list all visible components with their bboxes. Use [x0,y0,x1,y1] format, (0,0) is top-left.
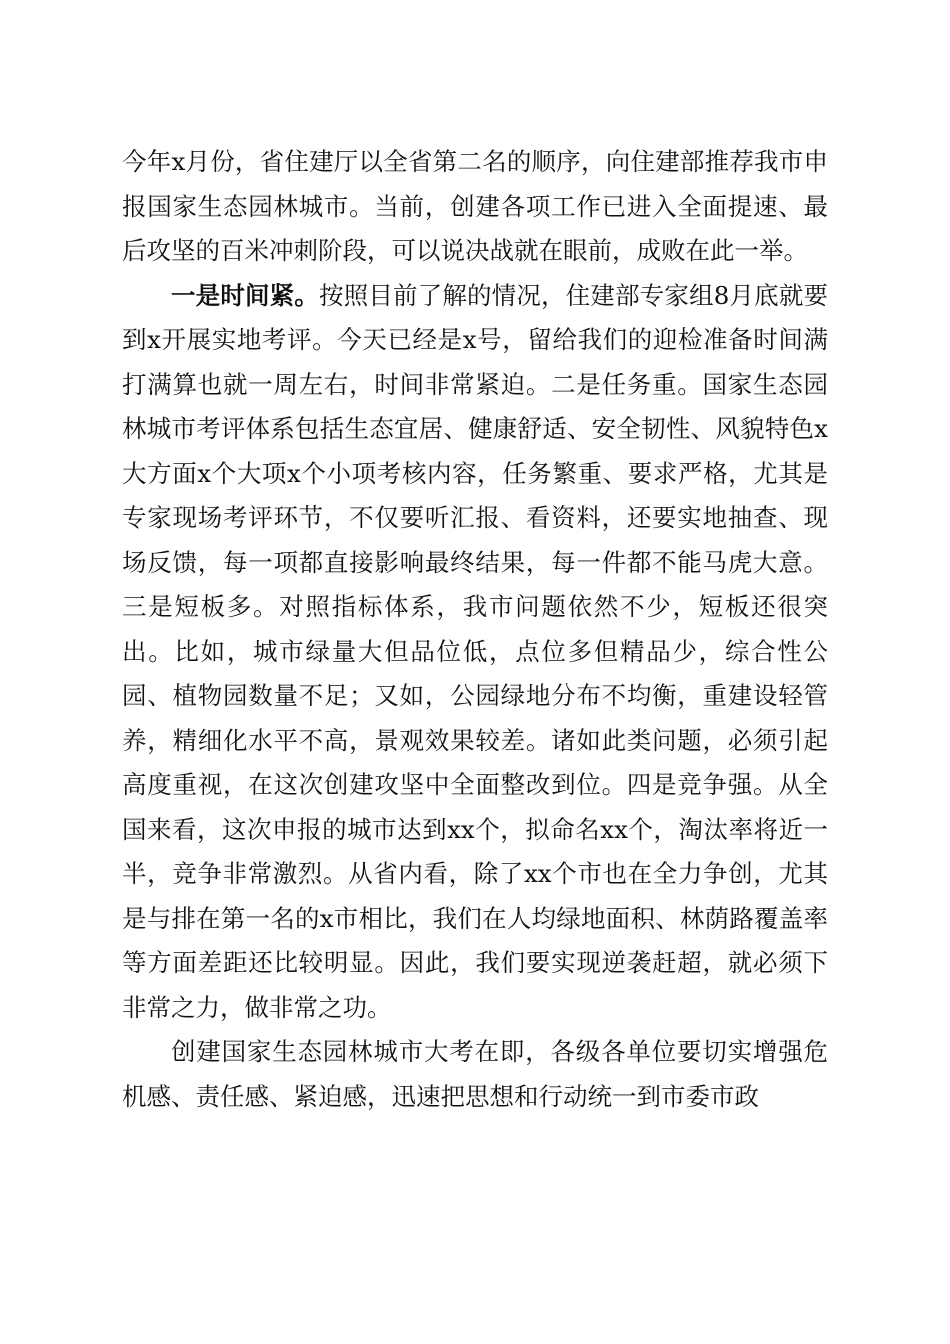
paragraph-2 [122,274,828,1031]
paragraph-2-lead: 一是时间紧。 [171,280,320,310]
paragraph-3-text: 创建国家生态园林城市大考在即，各级各单位要切实增强危机感、责任感、紧迫感，迅速把思想和行动统一到市委市政 [122,1037,828,1111]
paragraph-3 [122,1030,828,1119]
paragraph-1-text: 今年x月份，省住建厅以全省第二名的顺序，向住建部推荐我市申报国家生态园林城市。当前，创建各项工作已进入全面提速、最后攻坚的百米冲刺阶段，可以说决战就在眼前，成败在此一举。 [122,147,828,265]
paragraph-1 [122,140,828,274]
paragraph-2-text: 按照目前了解的情况，住建部专家组8月底就要到x开展实地考评。今天已经是x号，留给我们的迎检准备时间满打满算也就一周左右，时间非常紧迫。二是任务重。国家生态园林城市考评体系包括生态宜居、健康舒适、安全韧性、风貌特色x大方面x个大项x个小项考核内容，任务繁重、要求严格，尤其是专家现场考评环节，不仅要听汇报、看资料，还要实地抽查、现场反馈，每一项都直接影响最终结果，每一件都不能马虎大意。三是短板多。对照指标体系，我市问题依然不少，短板还很突出。比如，城市绿量大但品位低，点位多但精品少，综合性公园、植物园数量不足；又如，公园绿地分布不均衡，重建设轻管养，精细化水平不高，景观效果较差。诸如此类问题，必须引起高度重视，在这次创建攻坚中全面整改到位。四是竞争强。从全国来看，这次申报的城市达到xx个，拟命名xx个，淘汰率将近一半，竞争非常激烈。从省内看，除了xx个市也在全力争创，尤其是与排在第一名的x市相比，我们在人均绿地面积、林荫路覆盖率等方面差距还比较明显。因此，我们要实现逆袭赶超，就必须下非常之力，做非常之功。 [122,280,829,1022]
document-body [122,140,828,1119]
